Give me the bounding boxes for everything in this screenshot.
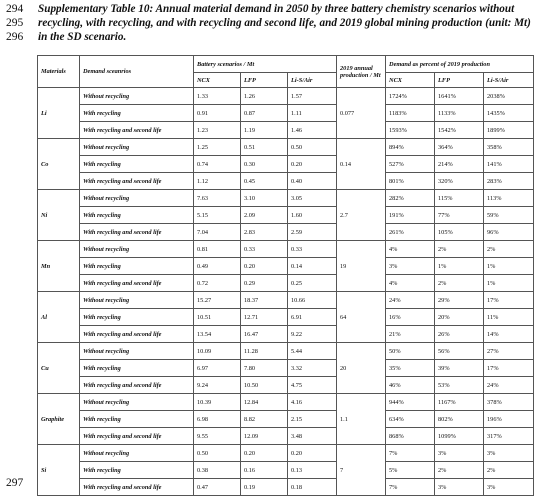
percent-value: 20% [435, 309, 484, 326]
percent-value: 46% [386, 377, 435, 394]
demand-value: 8.82 [241, 411, 288, 428]
percent-value: 35% [386, 360, 435, 377]
percent-value: 4% [386, 241, 435, 258]
percent-value: 53% [435, 377, 484, 394]
material-name: Al [38, 292, 80, 343]
table-row [38, 139, 534, 156]
scenario-name: Without recycling [80, 343, 194, 360]
percent-value: 1724% [386, 88, 435, 105]
percent-value: 196% [484, 411, 534, 428]
demand-value: 0.81 [194, 241, 241, 258]
demand-value: 6.98 [194, 411, 241, 428]
demand-value: 1.60 [288, 207, 337, 224]
header-chemistry: NCX [194, 73, 241, 88]
scenario-name: With recycling and second life [80, 224, 194, 241]
percent-value: 113% [484, 190, 534, 207]
percent-value: 1133% [435, 105, 484, 122]
table-row [38, 241, 534, 258]
percent-value: 50% [386, 343, 435, 360]
demand-value: 3.05 [288, 190, 337, 207]
percent-value: 2% [435, 462, 484, 479]
production-value: 20 [337, 343, 386, 394]
percent-value: 1099% [435, 428, 484, 445]
percent-value: 378% [484, 394, 534, 411]
scenario-name: With recycling [80, 156, 194, 173]
demand-value: 9.22 [288, 326, 337, 343]
line-number: 297 [6, 477, 24, 489]
line-numbers [6, 2, 23, 44]
demand-value: 0.47 [194, 479, 241, 496]
demand-value: 0.87 [241, 105, 288, 122]
scenario-name: With recycling and second life [80, 326, 194, 343]
demand-value: 0.14 [288, 258, 337, 275]
demand-value: 1.46 [288, 122, 337, 139]
percent-value: 320% [435, 173, 484, 190]
scenario-name: With recycling and second life [80, 275, 194, 292]
demand-value: 0.50 [288, 139, 337, 156]
material-demand-table [37, 55, 534, 496]
demand-value: 0.49 [194, 258, 241, 275]
table-row [38, 275, 534, 292]
percent-value: 39% [435, 360, 484, 377]
demand-value: 0.20 [288, 445, 337, 462]
table-row [38, 394, 534, 411]
material-name: Cu [38, 343, 80, 394]
demand-value: 1.23 [194, 122, 241, 139]
demand-value: 15.27 [194, 292, 241, 309]
table-header [38, 56, 534, 88]
scenario-name: With recycling and second life [80, 479, 194, 496]
percent-value: 4% [386, 275, 435, 292]
demand-value: 3.48 [288, 428, 337, 445]
demand-value: 1.25 [194, 139, 241, 156]
production-value: 2.7 [337, 190, 386, 241]
table-row [38, 377, 534, 394]
production-value: 64 [337, 292, 386, 343]
scenario-name: Without recycling [80, 88, 194, 105]
production-value: 7 [337, 445, 386, 496]
demand-value: 3.32 [288, 360, 337, 377]
demand-value: 2.59 [288, 224, 337, 241]
percent-value: 7% [386, 479, 435, 496]
demand-value: 4.75 [288, 377, 337, 394]
table-row [38, 224, 534, 241]
demand-value: 0.72 [194, 275, 241, 292]
line-number: 296 [6, 31, 24, 43]
percent-value: 283% [484, 173, 534, 190]
percent-value: 317% [484, 428, 534, 445]
percent-value: 1% [435, 258, 484, 275]
scenario-name: With recycling [80, 411, 194, 428]
percent-value: 261% [386, 224, 435, 241]
demand-value: 3.10 [241, 190, 288, 207]
percent-value: 59% [484, 207, 534, 224]
demand-value: 7.63 [194, 190, 241, 207]
line-number: 294 [6, 3, 24, 15]
demand-value: 13.54 [194, 326, 241, 343]
demand-value: 7.80 [241, 360, 288, 377]
percent-value: 214% [435, 156, 484, 173]
demand-value: 0.25 [288, 275, 337, 292]
percent-value: 3% [435, 479, 484, 496]
table-row [38, 479, 534, 496]
table-row [38, 207, 534, 224]
percent-value: 527% [386, 156, 435, 173]
demand-value: 1.57 [288, 88, 337, 105]
percent-value: 16% [386, 309, 435, 326]
demand-value: 1.12 [194, 173, 241, 190]
line-number: 295 [6, 17, 24, 29]
demand-value: 10.66 [288, 292, 337, 309]
scenario-name: With recycling [80, 207, 194, 224]
demand-value: 10.50 [241, 377, 288, 394]
table-row [38, 360, 534, 377]
demand-value: 7.04 [194, 224, 241, 241]
scenario-name: With recycling [80, 360, 194, 377]
material-name: Graphite [38, 394, 80, 445]
demand-value: 2.15 [288, 411, 337, 428]
percent-value: 634% [386, 411, 435, 428]
table-row [38, 462, 534, 479]
demand-value: 1.11 [288, 105, 337, 122]
table-row [38, 326, 534, 343]
header-demand-percent: Demand as percent of 2019 production [386, 56, 534, 73]
demand-value: 0.20 [241, 445, 288, 462]
percent-value: 1542% [435, 122, 484, 139]
production-value: 1.1 [337, 394, 386, 445]
table-row [38, 258, 534, 275]
percent-value: 24% [386, 292, 435, 309]
percent-value: 115% [435, 190, 484, 207]
demand-value: 5.15 [194, 207, 241, 224]
demand-value: 0.13 [288, 462, 337, 479]
percent-value: 894% [386, 139, 435, 156]
header-battery-scenarios: Battery scenarios / Mt [194, 56, 337, 73]
demand-value: 2.83 [241, 224, 288, 241]
demand-value: 0.29 [241, 275, 288, 292]
demand-value: 10.09 [194, 343, 241, 360]
percent-value: 282% [386, 190, 435, 207]
header-2019-production: 2019 annual production / Mt [337, 56, 386, 88]
demand-value: 9.24 [194, 377, 241, 394]
table-row [38, 445, 534, 462]
demand-value: 0.33 [288, 241, 337, 258]
scenario-name: With recycling and second life [80, 122, 194, 139]
table-row [38, 173, 534, 190]
percent-value: 868% [386, 428, 435, 445]
production-value: 0.077 [337, 88, 386, 139]
percent-value: 77% [435, 207, 484, 224]
demand-value: 12.84 [241, 394, 288, 411]
demand-value: 0.20 [288, 156, 337, 173]
demand-value: 0.45 [241, 173, 288, 190]
percent-value: 11% [484, 309, 534, 326]
material-name: Li [38, 88, 80, 139]
percent-value: 2% [435, 275, 484, 292]
demand-value: 18.37 [241, 292, 288, 309]
table-row [38, 122, 534, 139]
demand-value: 0.18 [288, 479, 337, 496]
demand-value: 0.33 [241, 241, 288, 258]
demand-value: 6.91 [288, 309, 337, 326]
percent-value: 358% [484, 139, 534, 156]
percent-value: 1593% [386, 122, 435, 139]
demand-value: 12.71 [241, 309, 288, 326]
demand-value: 0.20 [241, 258, 288, 275]
demand-value: 0.16 [241, 462, 288, 479]
percent-value: 3% [484, 479, 534, 496]
header-chemistry: NCX [386, 73, 435, 88]
percent-value: 24% [484, 377, 534, 394]
percent-value: 1899% [484, 122, 534, 139]
table-row [38, 343, 534, 360]
percent-value: 105% [435, 224, 484, 241]
scenario-name: Without recycling [80, 241, 194, 258]
header-chemistry: LFP [241, 73, 288, 88]
percent-value: 364% [435, 139, 484, 156]
demand-value: 0.51 [241, 139, 288, 156]
percent-value: 802% [435, 411, 484, 428]
scenario-name: Without recycling [80, 394, 194, 411]
header-materials: Materials [38, 56, 80, 88]
demand-value: 0.19 [241, 479, 288, 496]
demand-value: 1.33 [194, 88, 241, 105]
scenario-name: With recycling and second life [80, 173, 194, 190]
percent-value: 944% [386, 394, 435, 411]
percent-value: 26% [435, 326, 484, 343]
demand-value: 10.51 [194, 309, 241, 326]
demand-value: 12.09 [241, 428, 288, 445]
demand-value: 5.44 [288, 343, 337, 360]
percent-value: 27% [484, 343, 534, 360]
percent-value: 5% [386, 462, 435, 479]
table-caption: Supplementary Table 10: Annual material demand in 2050 by three battery chemistry scenarios without recycling, with recycling, and with recycling and second life, and 2019 global mining production (unit: Mt) in the SD scenario. [38, 3, 531, 43]
table-row [38, 105, 534, 122]
scenario-name: Without recycling [80, 445, 194, 462]
demand-value: 0.74 [194, 156, 241, 173]
percent-value: 3% [484, 445, 534, 462]
scenario-name: With recycling [80, 309, 194, 326]
demand-value: 0.91 [194, 105, 241, 122]
scenario-name: With recycling and second life [80, 377, 194, 394]
material-name: Ni [38, 190, 80, 241]
scenario-name: Without recycling [80, 139, 194, 156]
percent-value: 7% [386, 445, 435, 462]
demand-value: 0.30 [241, 156, 288, 173]
table-row [38, 428, 534, 445]
production-value: 0.14 [337, 139, 386, 190]
demand-value: 11.28 [241, 343, 288, 360]
demand-value: 0.50 [194, 445, 241, 462]
material-name: Mn [38, 241, 80, 292]
percent-value: 17% [484, 360, 534, 377]
demand-value: 16.47 [241, 326, 288, 343]
percent-value: 2038% [484, 88, 534, 105]
percent-value: 1183% [386, 105, 435, 122]
percent-value: 56% [435, 343, 484, 360]
percent-value: 2% [435, 241, 484, 258]
percent-value: 1% [484, 275, 534, 292]
header-chemistry: LFP [435, 73, 484, 88]
scenario-name: With recycling [80, 258, 194, 275]
percent-value: 2% [484, 462, 534, 479]
demand-value: 2.09 [241, 207, 288, 224]
table-body [38, 88, 534, 496]
table-row [38, 309, 534, 326]
percent-value: 1% [484, 258, 534, 275]
percent-value: 14% [484, 326, 534, 343]
production-value: 19 [337, 241, 386, 292]
material-name: Si [38, 445, 80, 496]
percent-value: 17% [484, 292, 534, 309]
percent-value: 1167% [435, 394, 484, 411]
demand-value: 10.39 [194, 394, 241, 411]
header-chemistry: Li-S/Air [484, 73, 534, 88]
percent-value: 3% [386, 258, 435, 275]
table-row [38, 292, 534, 309]
table-row [38, 190, 534, 207]
scenario-name: With recycling [80, 462, 194, 479]
table-row [38, 156, 534, 173]
percent-value: 21% [386, 326, 435, 343]
percent-value: 141% [484, 156, 534, 173]
header-demand-scenarios: Demand sceanrios [80, 56, 194, 88]
percent-value: 801% [386, 173, 435, 190]
percent-value: 29% [435, 292, 484, 309]
material-name: Co [38, 139, 80, 190]
demand-value: 1.19 [241, 122, 288, 139]
scenario-name: Without recycling [80, 190, 194, 207]
scenario-name: Without recycling [80, 292, 194, 309]
percent-value: 3% [435, 445, 484, 462]
scenario-name: With recycling and second life [80, 428, 194, 445]
demand-value: 6.97 [194, 360, 241, 377]
demand-value: 1.26 [241, 88, 288, 105]
percent-value: 2% [484, 241, 534, 258]
demand-value: 4.16 [288, 394, 337, 411]
table-row [38, 411, 534, 428]
percent-value: 1641% [435, 88, 484, 105]
percent-value: 96% [484, 224, 534, 241]
percent-value: 191% [386, 207, 435, 224]
percent-value: 1435% [484, 105, 534, 122]
header-chemistry: Li-S/Air [288, 73, 337, 88]
demand-value: 9.55 [194, 428, 241, 445]
table-row [38, 88, 534, 105]
demand-value: 0.38 [194, 462, 241, 479]
demand-value: 0.40 [288, 173, 337, 190]
scenario-name: With recycling [80, 105, 194, 122]
